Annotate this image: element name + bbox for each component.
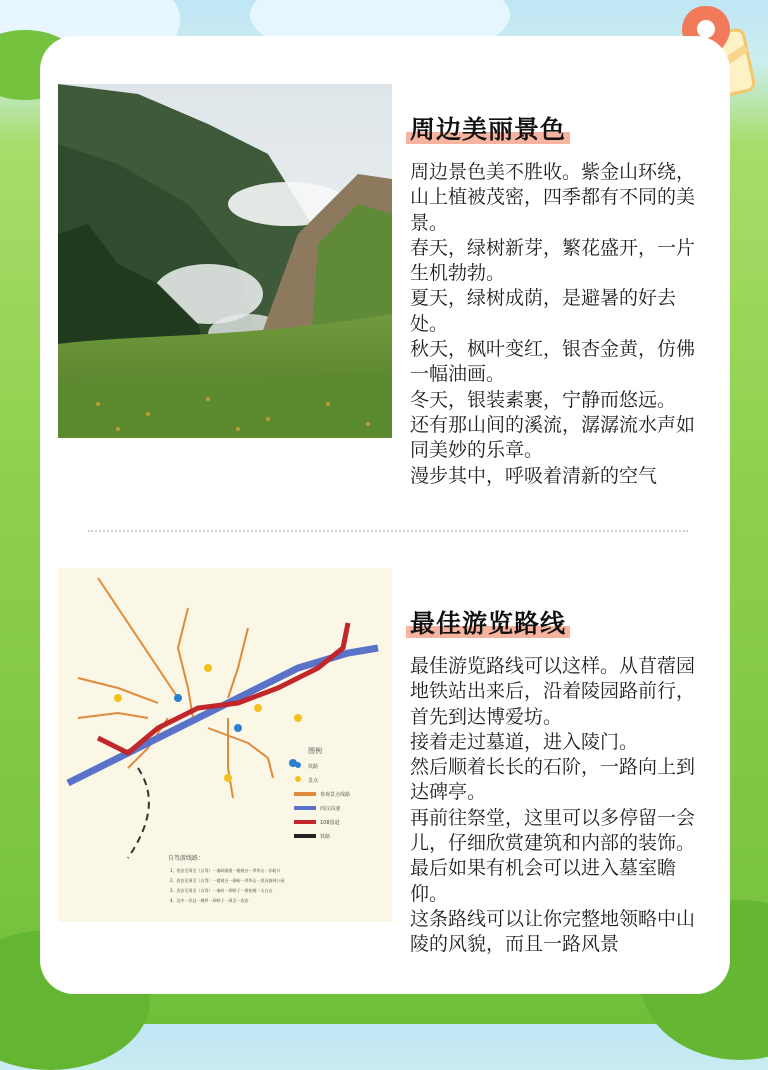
section-divider [88, 530, 688, 532]
mountain-scenery-image [58, 84, 392, 438]
section-title-scenery: 周边美丽景色 [406, 110, 570, 146]
section-title-route: 最佳游览路线 [406, 604, 570, 640]
route-map-image [58, 568, 392, 922]
map-notes-line: 2、西安至周至（自驾）一楼观台一骆峪一翠华山一黑河森林公园 [170, 878, 285, 883]
map-notes-line: 4、汉中一洋县一佛坪一厚畛子一周至一西安 [170, 898, 249, 903]
map-legend-item: 景点 [308, 778, 319, 784]
map-legend-item: 铁路 [308, 764, 319, 770]
map-notes-line: 1、西安至周至（自驾）一秦岭隧道一楼观台一翠华山一沣峪口 [170, 868, 281, 873]
map-legend-item: 108国道 [320, 820, 340, 826]
section-body-scenery: 周边景色美不胜收。紫金山环绕，山上植被茂密，四季都有不同的美景。 春天，绿树新芽，繁花盛开，一片生机勃勃。 夏天，绿树成荫，是避暑的好去处。 秋天，枫叶变红，银杏金黄，仿佛一幅油画。 冬天，银装素裹，宁静而悠远。 还有那山间的溪流，潺潺流水声如同美妙的乐章。 漫步其中，呼吸着清新的空气 [410, 161, 696, 487]
map-legend-item: 西汉高速 [320, 806, 341, 812]
section-body-route: 最佳游览路线可以这样。从苜蓿园地铁站出来后，沿着陵园路前行，首先到达博爱坊。 接着走过墓道，进入陵门。 然后顺着长长的石阶，一路向上到达碑亭。 再前往祭堂，这里可以多停留一会儿，仔细欣赏建筑和内部的装饰。 最后如果有机会可以进入墓室瞻仰。 这条路线可以让你完整地领略中山陵的风貌，而且一路风景 [410, 655, 696, 956]
map-legend-item: 参观景点线路 [320, 792, 351, 798]
map-notes-line: 3、西安至周至（自驾）一秦岭一厚畛子一黄柏塬一太白山 [170, 888, 273, 893]
map-notes-title: 自驾游线路： [168, 855, 205, 862]
map-legend-title: 图例 [308, 747, 322, 755]
map-legend-item: 铁路 [320, 834, 331, 840]
